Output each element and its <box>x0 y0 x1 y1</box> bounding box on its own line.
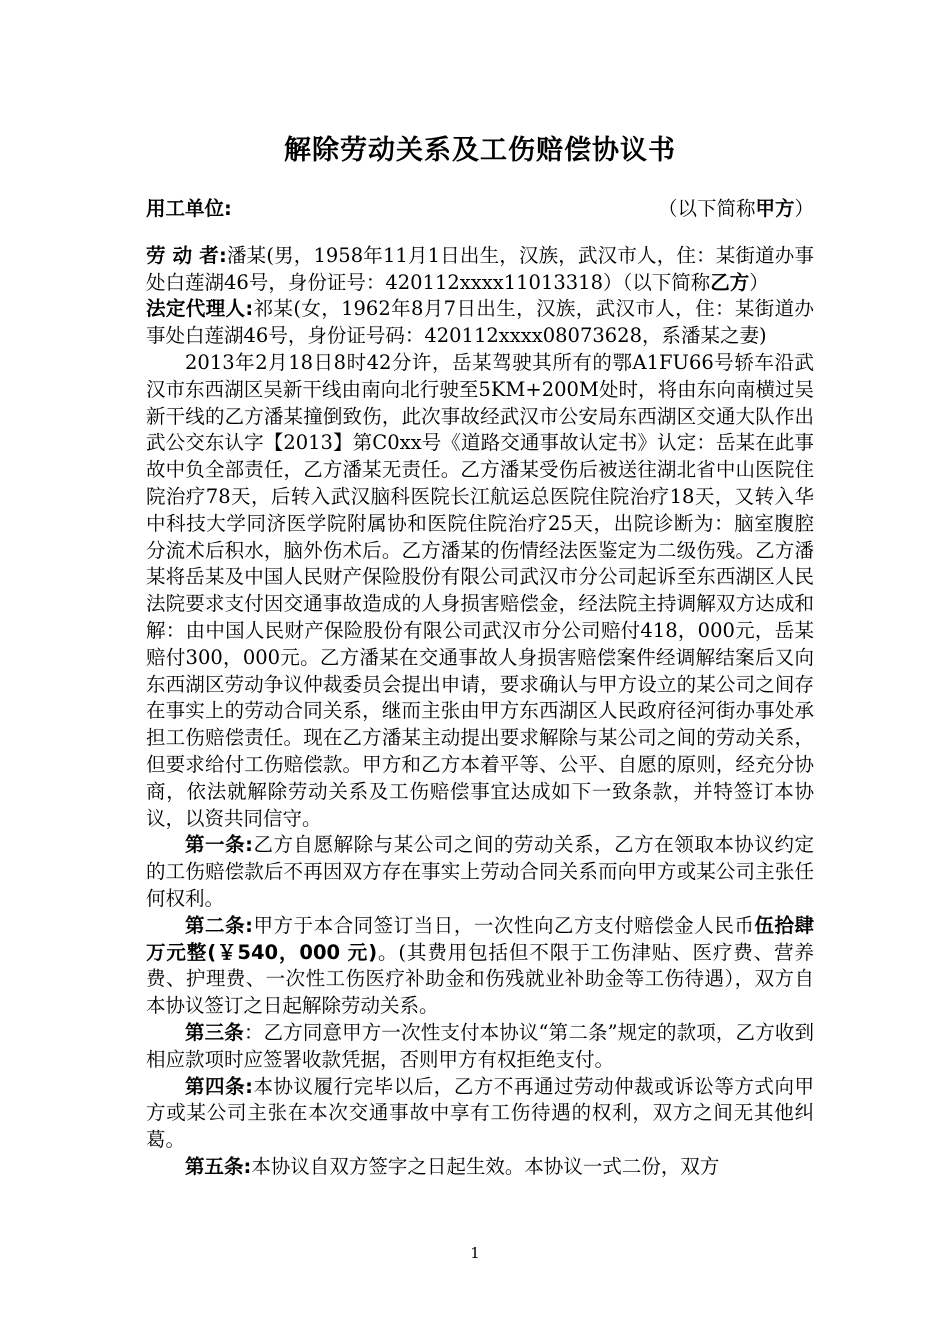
article-2-label: 第二条: <box>185 913 253 937</box>
worker-paragraph <box>146 243 814 297</box>
article-2-amount: 伍拾肆万元整(￥540，000 元) <box>146 913 814 964</box>
employer-alias-prefix: （以下简称 <box>657 197 756 220</box>
article-2-text-after: 。(其费用包括但不限于工伤津贴、医疗费、营养费、护理费、一次性工伤医疗补助金和伤残就业补助金等工伤待遇），双方自本协议签订之日起解除劳动关系。 <box>146 940 815 1018</box>
employer-alias <box>658 196 814 223</box>
article-4 <box>146 1074 814 1154</box>
article-5-text: 本协议自双方签字之日起生效。本协议一式二份，双方 <box>251 1154 720 1178</box>
article-3-text: ：乙方同意甲方一次性支付本协议“第二条”规定的款项，乙方收到相应款项时应签署收款凭据，否则甲方有权拒绝支付。 <box>146 1020 814 1071</box>
worker-suffix: ） <box>749 270 769 294</box>
article-5 <box>146 1154 814 1181</box>
worker-alias-name: 乙方 <box>710 270 750 294</box>
worker-label: 劳 动 者: <box>146 243 227 267</box>
agent-text: 祁某(女，1962年8月7日出生，汉族，武汉市人，住：某街道办事处白莲湖46号，身份证号码：420112xxxx08073628，系潘某之妻) <box>146 297 814 348</box>
employer-line <box>146 196 814 223</box>
article-1 <box>146 832 814 912</box>
agent-label: 法定代理人: <box>146 297 254 321</box>
article-4-label: 第四条: <box>185 1074 253 1098</box>
background-paragraph: 2013年2月18日8时42分许，岳某驾驶其所有的鄂A1FU66号轿车沿武汉市东西湖区吴新干线由南向北行驶至5KM+200M处时，将由东向南横过吴新干线的乙方潘某撞倒致伤，此次事故经武汉市公安局东西湖区交通大队作出武公交东认字【2013】第C0xx号《道路交通事故认定书》认定：岳某在此事故中负全部责任，乙方潘某无责任。乙方潘某受伤后被送往湖北省中山医院住院治疗78天，后转入武汉脑科医院长江航运总医院住院治疗18天，又转入华中科技大学同济医学院附属协和医院住院治疗25天，出院诊断为：脑室腹腔分流术后积水，脑外伤术后。乙方潘某的伤情经法医鉴定为二级伤残。乙方潘某将岳某及中国人民财产保险股份有限公司武汉市分公司起诉至东西湖区人民法院要求支付因交通事故造成的人身损害赔偿金，经法院主持调解双方达成和解：由中国人民财产保险股份有限公司武汉市分公司赔付418，000元，岳某赔付300，000元。乙方潘某在交通事故人身损害赔偿案件经调解结案后又向东西湖区劳动争议仲裁委员会提出申请，要求确认与甲方设立的某公司之间存在事实上的劳动合同关系，继而主张由甲方东西湖区人民政府径河街办事处承担工伤赔偿责任。现在乙方潘某主动提出要求解除与某公司之间的劳动关系，但要求给付工伤赔偿款。甲方和乙方本着平等、公平、自愿的原则，经充分协商，依法就解除劳动关系及工伤赔偿事宜达成如下一致条款，并特签订本协议，以资共同信守。 <box>146 350 814 830</box>
page-number: 1 <box>470 1244 480 1262</box>
article-2-text-before: 甲方于本合同签订当日，一次性向乙方支付赔偿金人民币 <box>252 913 755 937</box>
article-3-label: 第三条 <box>185 1020 244 1044</box>
worker-text: 潘某(男，1958年11月1日出生，汉族，武汉市人，住：某街道办事处白莲湖46号，身份证号：420112xxxx11013318）（以下简称 <box>146 243 814 294</box>
article-1-text: 乙方自愿解除与某公司之间的劳动关系，乙方在领取本协议约定的工伤赔偿款后不再因双方存在事实上劳动合同关系而向甲方或某公司主张任何权利。 <box>146 833 814 910</box>
employer-alias-suffix: ） <box>794 197 814 220</box>
employer-label: 用工单位: <box>146 197 232 220</box>
employer-alias-name: 甲方 <box>755 197 795 220</box>
article-5-label: 第五条: <box>185 1154 252 1178</box>
article-4-text: 本协议履行完毕以后，乙方不再通过劳动仲裁或诉讼等方式向甲方或某公司主张在本次交通事故中享有工伤待遇的权利，双方之间无其他纠葛。 <box>146 1074 814 1152</box>
article-3 <box>146 1020 814 1074</box>
document-body <box>146 132 814 1181</box>
agent-paragraph <box>146 296 814 350</box>
article-1-label: 第一条: <box>185 833 253 857</box>
article-2 <box>146 913 814 1020</box>
document-title: 解除劳动关系及工伤赔偿协议书 <box>284 135 676 166</box>
